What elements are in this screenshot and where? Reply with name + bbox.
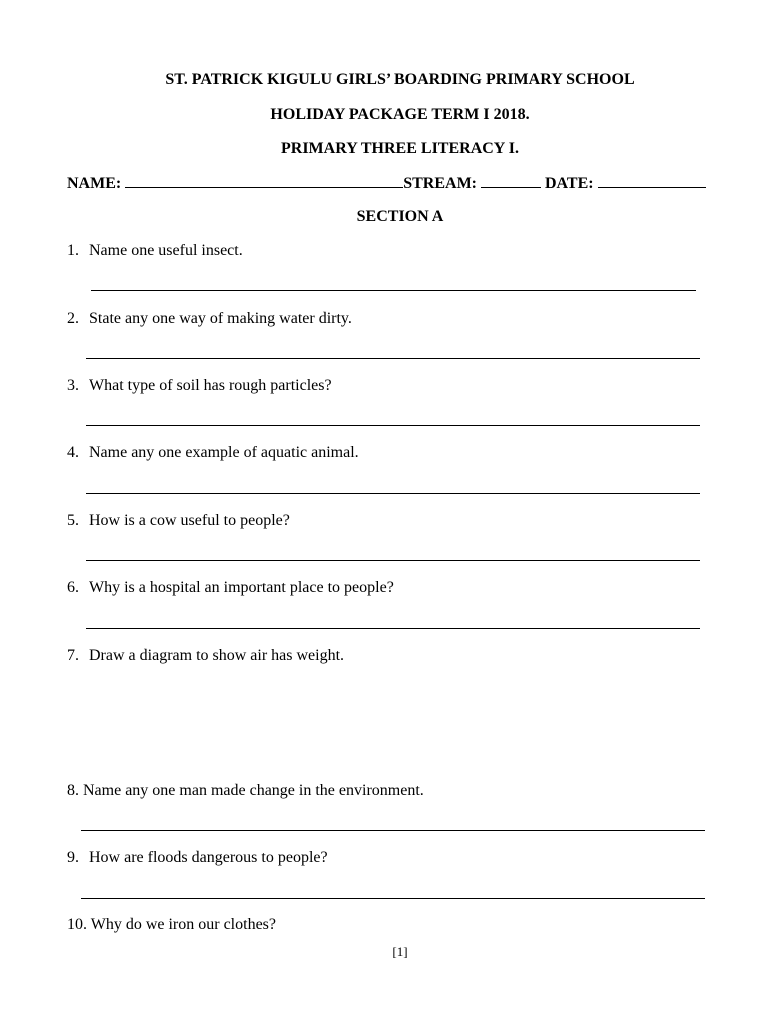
answer-line-3[interactable] xyxy=(86,425,700,426)
date-label: DATE: xyxy=(545,175,594,192)
question-number: 6. xyxy=(67,579,79,596)
answer-line-1[interactable] xyxy=(91,290,696,291)
question-text: State any one way of making water dirty. xyxy=(89,310,352,327)
question-10 xyxy=(67,915,276,935)
answer-line-6[interactable] xyxy=(86,628,700,629)
question-number: 10. xyxy=(67,916,87,933)
question-7 xyxy=(67,646,344,666)
question-9 xyxy=(67,848,328,868)
question-text: How are floods dangerous to people? xyxy=(89,849,328,866)
question-8 xyxy=(67,781,424,801)
student-details-row xyxy=(67,173,706,194)
question-number: 1. xyxy=(67,242,79,259)
stream-label: STREAM: xyxy=(403,175,477,192)
question-5 xyxy=(67,511,290,531)
name-label: NAME: xyxy=(67,175,122,192)
question-text: Draw a diagram to show air has weight. xyxy=(89,647,345,664)
question-number: 9. xyxy=(67,849,79,866)
answer-line-9[interactable] xyxy=(81,898,705,899)
answer-line-2[interactable] xyxy=(86,358,700,359)
school-name: ST. PATRICK KIGULU GIRLS’ BOARDING PRIMARY SCHOOL xyxy=(165,71,635,88)
question-4 xyxy=(67,443,359,463)
question-number: 2. xyxy=(67,310,79,327)
question-3 xyxy=(67,376,332,396)
date-field[interactable] xyxy=(598,173,706,188)
subject-title: PRIMARY THREE LITERACY I. xyxy=(281,140,519,157)
page-number: [1] xyxy=(392,944,408,959)
answer-line-4[interactable] xyxy=(86,493,700,494)
stream-field[interactable] xyxy=(481,173,541,188)
question-number: 3. xyxy=(67,377,79,394)
question-text: Why is a hospital an important place to people? xyxy=(89,579,394,596)
question-text: Why do we iron our clothes? xyxy=(90,916,276,933)
answer-line-5[interactable] xyxy=(86,560,700,561)
question-6 xyxy=(67,578,394,598)
name-field[interactable] xyxy=(125,173,403,188)
question-number: 7. xyxy=(67,647,79,664)
question-text: How is a cow useful to people? xyxy=(89,512,290,529)
answer-line-8[interactable] xyxy=(81,830,705,831)
question-2 xyxy=(67,309,352,329)
question-1 xyxy=(67,241,243,261)
question-text: Name any one man made change in the environment. xyxy=(83,782,424,799)
question-number: 8. xyxy=(67,782,79,799)
question-text: Name one useful insect. xyxy=(89,242,243,259)
question-number: 5. xyxy=(67,512,79,529)
package-title: HOLIDAY PACKAGE TERM I 2018. xyxy=(270,106,530,123)
section-title: SECTION A xyxy=(356,208,444,225)
question-number: 4. xyxy=(67,444,79,461)
question-text: What type of soil has rough particles? xyxy=(89,377,332,394)
question-text: Name any one example of aquatic animal. xyxy=(89,444,359,461)
